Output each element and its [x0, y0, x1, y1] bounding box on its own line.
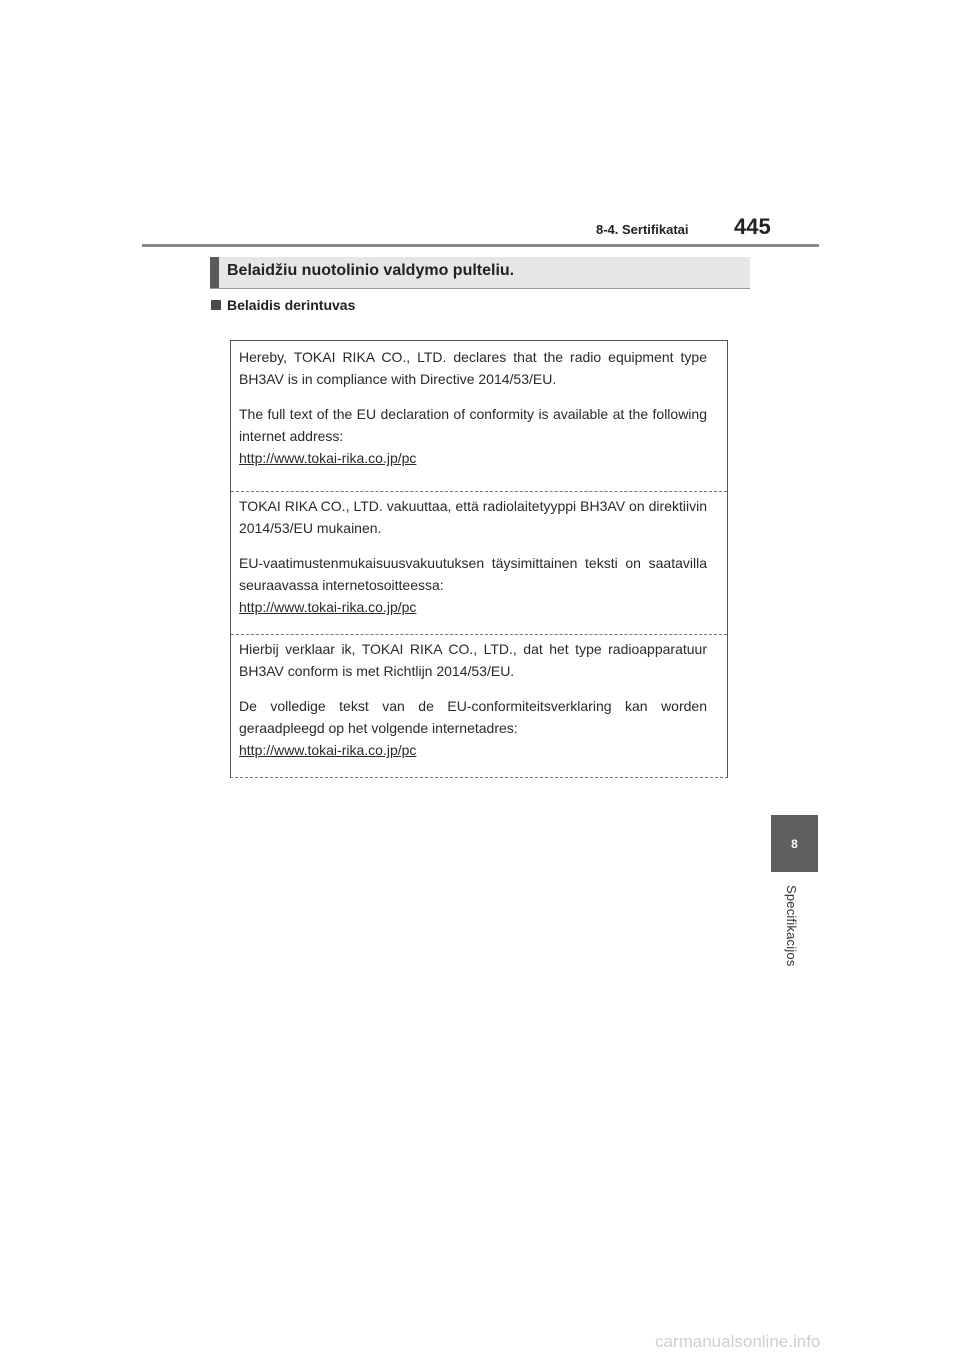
declaration-availability: De volledige tekst van de EU-conformiteitsverklaring kan worden geraadpleegd op het volgende internetadres: — [239, 698, 707, 736]
declaration-box — [230, 340, 728, 778]
declaration-statement: Hereby, TOKAI RIKA CO., LTD. declares that the radio equipment type BH3AV is in compliance with Directive 2014/53/EU. — [239, 349, 707, 387]
subheading-text: Belaidis derintuvas — [227, 297, 356, 313]
page-number: 445 — [734, 214, 771, 239]
square-bullet-icon — [211, 300, 221, 310]
section-title: Belaidžiu nuotolinio valdymo pulteliu. — [227, 262, 515, 279]
declaration-url-link[interactable]: http://www.tokai-rika.co.jp/pc — [239, 599, 417, 615]
chapter-label: Specifikacijos — [784, 885, 799, 967]
section-heading: 8-4. Sertifikatai — [596, 222, 689, 237]
declaration-availability: The full text of the EU declaration of conformity is available at the following internet address: — [239, 406, 707, 444]
declaration-availability: EU-vaatimustenmukaisuusvakuutuksen täysimittainen teksti on saatavilla seuraavassa internetosoitteessa: — [239, 555, 707, 593]
subheading — [211, 297, 355, 313]
chapter-tab — [771, 815, 818, 872]
declaration-english — [231, 346, 727, 469]
declaration-finnish — [231, 491, 727, 618]
chapter-number: 8 — [791, 836, 798, 851]
declaration-url-link[interactable]: http://www.tokai-rika.co.jp/pc — [239, 450, 417, 466]
declaration-dutch — [231, 634, 727, 761]
section-title-bar — [210, 257, 750, 289]
declaration-url-link[interactable]: http://www.tokai-rika.co.jp/pc — [239, 742, 417, 758]
header-divider — [142, 244, 819, 247]
declaration-statement: Hierbij verklaar ik, TOKAI RIKA CO., LTD., dat het type radioapparatuur BH3AV conform is met Richtlijn 2014/53/EU. — [239, 641, 707, 679]
declaration-statement: TOKAI RIKA CO., LTD. vakuuttaa, että radiolaitetyyppi BH3AV on direktiivin 2014/53/EU mukainen. — [239, 498, 707, 536]
title-accent-bar — [210, 257, 219, 288]
watermark: carmanualsonline.info — [655, 1332, 821, 1351]
